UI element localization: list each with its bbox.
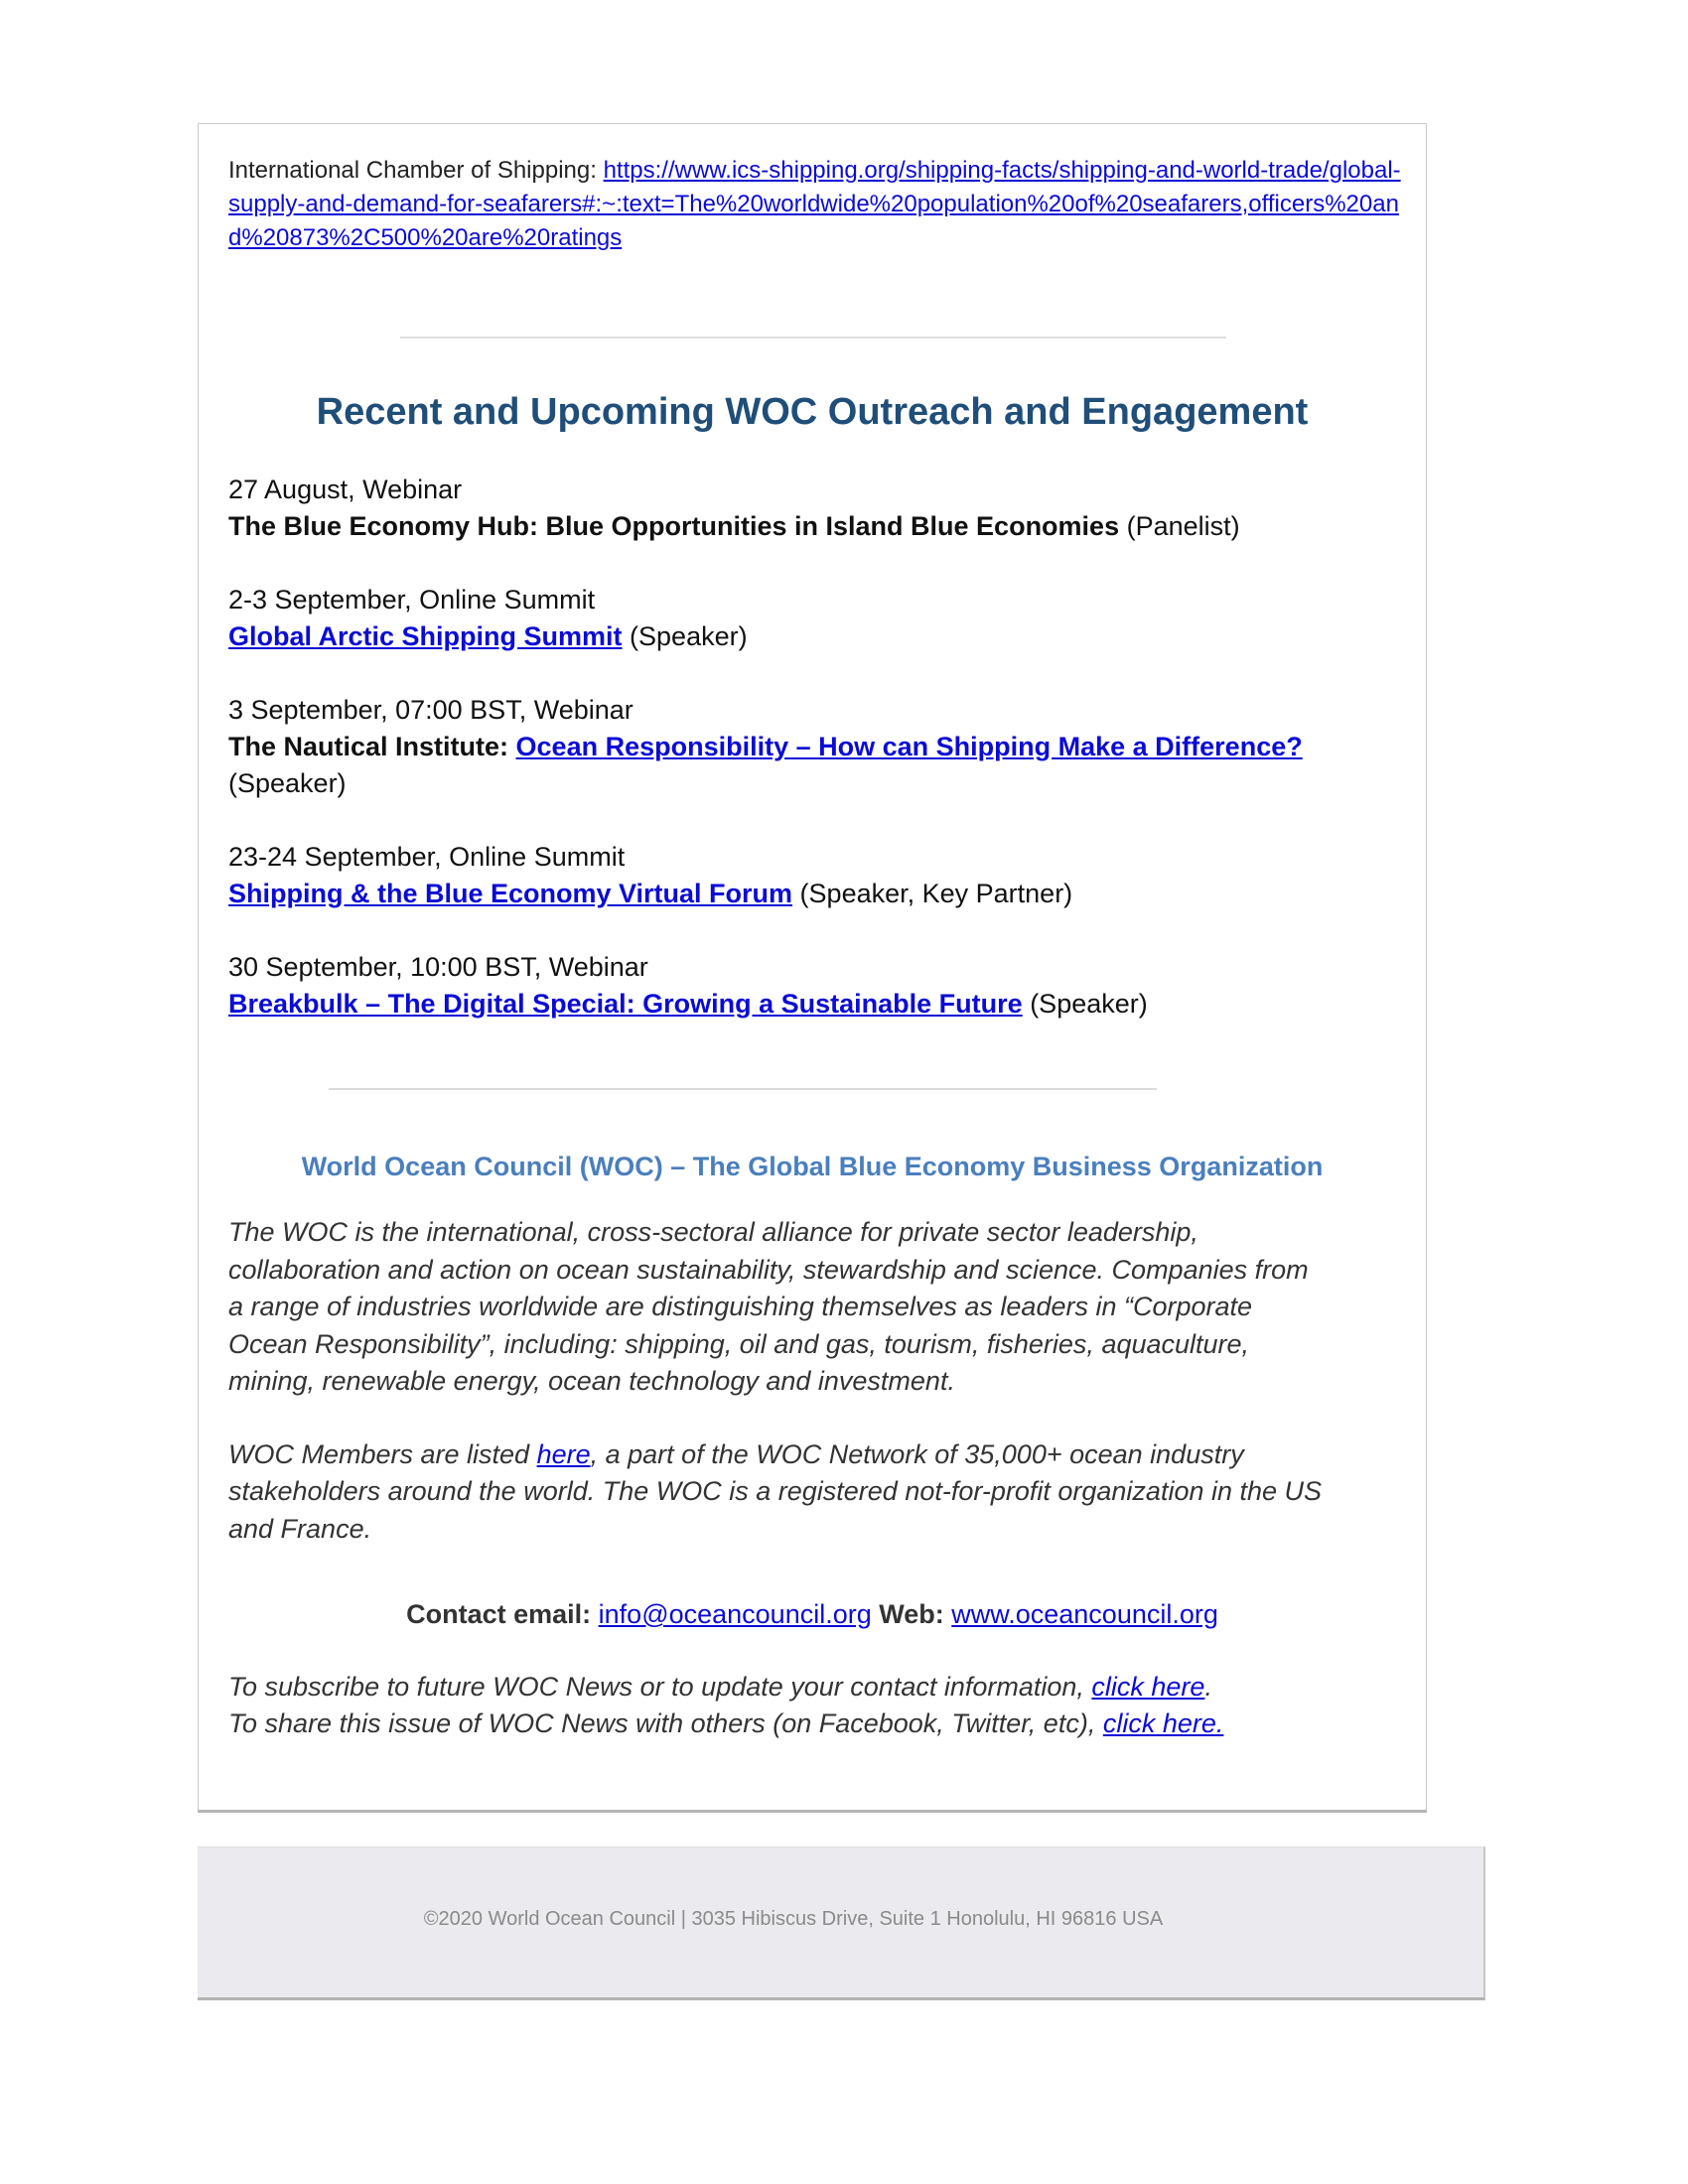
footer <box>198 1846 1485 2000</box>
event-role: (Panelist) <box>1119 511 1240 541</box>
event-role: (Speaker) <box>622 621 748 651</box>
event-date: 2-3 September, Online Summit <box>228 585 596 614</box>
subscribe-link[interactable]: click here <box>1091 1672 1205 1702</box>
event-date: 23-24 September, Online Summit <box>228 842 626 872</box>
event-role: (Speaker) <box>1022 989 1148 1019</box>
event-date: 27 August, Webinar <box>228 475 463 504</box>
share-link[interactable]: click here. <box>1102 1708 1224 1738</box>
event-item <box>228 839 1390 912</box>
event-date: 3 September, 07:00 BST, Webinar <box>228 695 633 725</box>
members-suffix: , a part of the WOC Network of 35,000+ ocean industry stakeholders around the world. The WOC is a registered not-for-profit organization in the US and France. <box>228 1438 1323 1544</box>
event-item <box>228 472 1390 545</box>
events-list <box>228 472 1390 1059</box>
web-link[interactable]: www.oceancouncil.org <box>951 1599 1218 1629</box>
event-link[interactable]: Ocean Responsibility – How can Shipping Make a Difference? <box>515 732 1303 761</box>
newsletter-card <box>198 123 1427 1813</box>
divider-bottom <box>329 1088 1157 1090</box>
event-item <box>228 582 1390 655</box>
subscribe-end: . <box>1204 1672 1212 1702</box>
members-prefix: WOC Members are listed <box>228 1438 537 1469</box>
subscribe-line <box>228 1669 1370 1706</box>
contact-line <box>199 1596 1426 1633</box>
event-item <box>228 949 1390 1023</box>
share-line <box>228 1706 1370 1742</box>
event-role: (Speaker, Key Partner) <box>792 879 1073 908</box>
share-text: To share this issue of WOC News with others (on Facebook, Twitter, etc), <box>228 1708 1103 1738</box>
divider-top <box>400 337 1226 339</box>
event-link[interactable]: Breakbulk – The Digital Special: Growing a Sustainable Future <box>228 989 1023 1019</box>
source-label: International Chamber of Shipping: <box>228 157 604 184</box>
event-organizer: The Nautical Institute: <box>228 732 516 761</box>
event-role: (Speaker) <box>228 768 347 798</box>
contact-email-label: Contact email: <box>406 1599 599 1629</box>
org-description: The WOC is the international, cross-sectoral alliance for private sector leadership, collaboration and action on ocean sustainability, stewardship and science. Companies from a range of industries worldwide are distinguishing themselves as leaders in “Corporate Ocean Responsibility”, including: shipping, oil and gas, tourism, fisheries, aquaculture, mining, renewable energy, ocean technology and investment. <box>228 1217 1309 1396</box>
contact-email-link[interactable]: info@oceancouncil.org <box>598 1599 872 1629</box>
org-members <box>228 1436 1331 1549</box>
source-link[interactable]: https://www.ics-shipping.org/shipping-facts/shipping-and-world-trade/global-supply-and-demand-for-seafarers#:~:text=The%20worldwide%20population%20of%20seafarers,officers%20and%20873%2C500%20are%20ratings <box>228 157 1401 251</box>
members-link[interactable]: here <box>536 1438 591 1469</box>
subscribe-block <box>228 1669 1370 1742</box>
event-date: 30 September, 10:00 BST, Webinar <box>228 952 648 982</box>
org-title: World Ocean Council (WOC) – The Global Blue Economy Business Organization <box>301 1152 1324 1181</box>
source-citation <box>228 154 1410 255</box>
footer-address: ©2020 World Ocean Council | 3035 Hibiscus Drive, Suite 1 Honolulu, HI 96816 USA <box>423 1908 1164 1930</box>
subscribe-text: To subscribe to future WOC News or to update your contact information, <box>228 1672 1092 1702</box>
org-about <box>228 1214 1331 1583</box>
event-link[interactable]: Global Arctic Shipping Summit <box>228 621 623 651</box>
section-heading: Recent and Upcoming WOC Outreach and Engagement <box>316 391 1309 433</box>
event-link[interactable]: Shipping & the Blue Economy Virtual Forum <box>228 879 793 908</box>
event-title: The Blue Economy Hub: Blue Opportunities in Island Blue Economies <box>228 511 1120 541</box>
web-label: Web: <box>871 1599 952 1629</box>
event-item <box>228 692 1390 802</box>
